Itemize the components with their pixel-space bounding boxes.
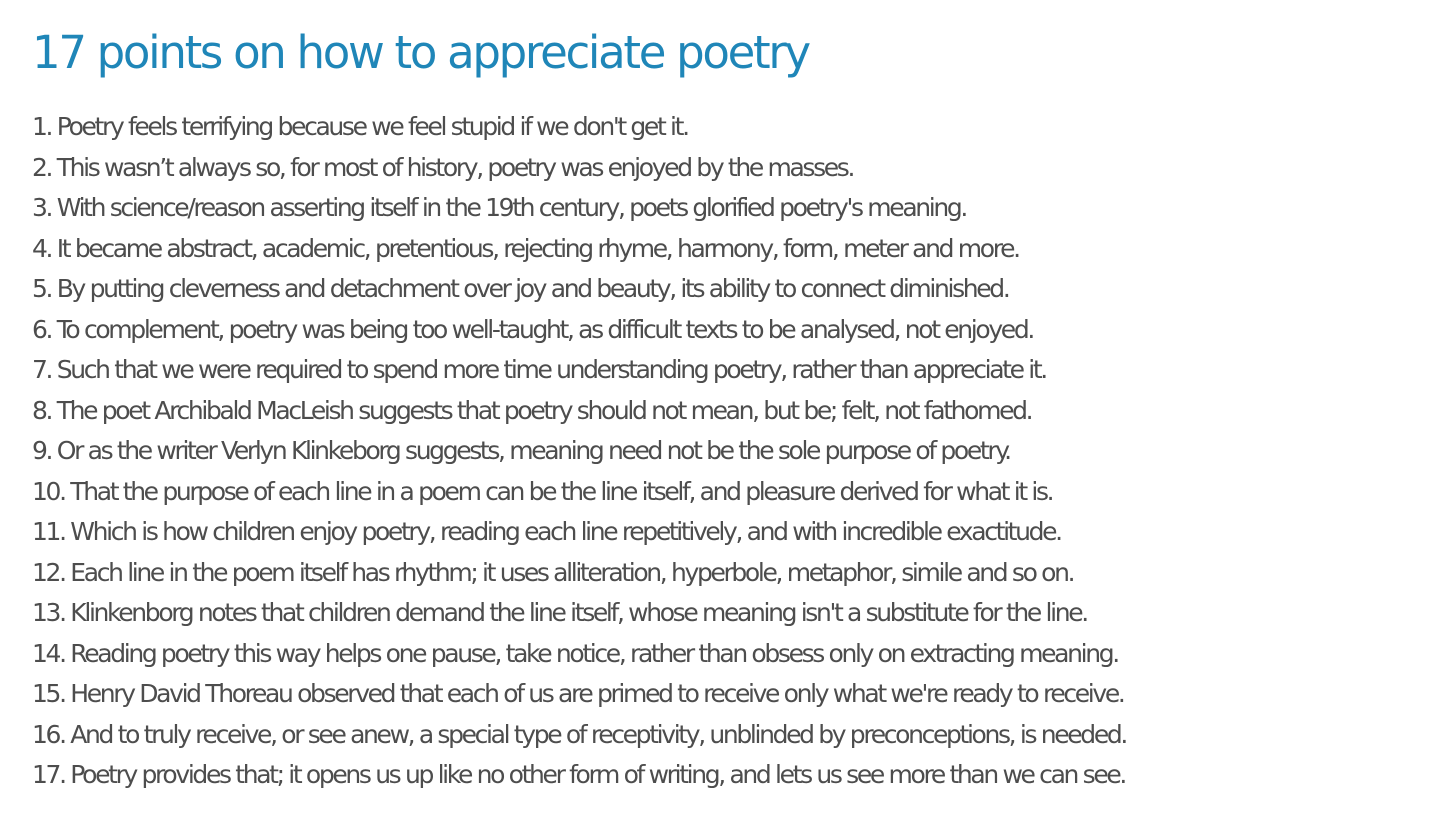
point-item: 13. Klinkenborg notes that children demand the line itself, whose meaning isn't a substitute for the line.	[32, 598, 1087, 627]
point-item: 8. The poet Archibald MacLeish suggests that poetry should not mean, but be; felt, not fathomed.	[32, 395, 1032, 425]
point-item: 11. Which is how children enjoy poetry, reading each line repetitively, and with incredible exactitude.	[32, 517, 1061, 546]
points-list	[32, 107, 1452, 796]
page-title: 17 points on how to appreciate poetry	[32, 26, 809, 79]
point-item: 9. Or as the writer Verlyn Klinkeborg suggests, meaning need not be the sole purpose of poetry.	[32, 436, 1010, 465]
document-page	[32, 0, 1452, 796]
point-item: 3. With science/reason asserting itself in the 19th century, poets glorified poetry's meaning.	[32, 193, 966, 222]
point-item: 17. Poetry provides that; it opens us up like no other form of writing, and lets us see more than we can see.	[32, 760, 1125, 789]
point-item: 6. To complement, poetry was being too well-taught, as difficult texts to be analysed, not enjoyed.	[32, 314, 1033, 344]
point-item: 12. Each line in the poem itself has rhythm; it uses alliteration, hyperbole, metaphor, simile and so on.	[32, 557, 1074, 587]
point-item: 7. Such that we were required to spend more time understanding poetry, rather than appreciate it.	[32, 355, 1046, 384]
point-item: 1. Poetry feels terrifying because we feel stupid if we don't get it.	[32, 112, 688, 141]
point-item: 2. This wasn’t always so, for most of history, poetry was enjoyed by the masses.	[32, 152, 854, 182]
point-item: 5. By putting cleverness and detachment over joy and beauty, its ability to connect diminished.	[32, 274, 1009, 303]
point-item: 16. And to truly receive, or see anew, a special type of receptivity, unblinded by preconceptions, is needed.	[32, 719, 1126, 749]
point-item: 15. Henry David Thoreau observed that each of us are primed to receive only what we're ready to receive.	[32, 679, 1124, 708]
point-item: 4. It became abstract, academic, pretentious, rejecting rhyme, harmony, form, meter and more.	[32, 233, 1019, 263]
point-item: 14. Reading poetry this way helps one pause, take notice, rather than obsess only on extracting meaning.	[32, 638, 1118, 668]
point-item: 10. That the purpose of each line in a poem can be the line itself, and pleasure derived for what it is.	[32, 476, 1053, 506]
